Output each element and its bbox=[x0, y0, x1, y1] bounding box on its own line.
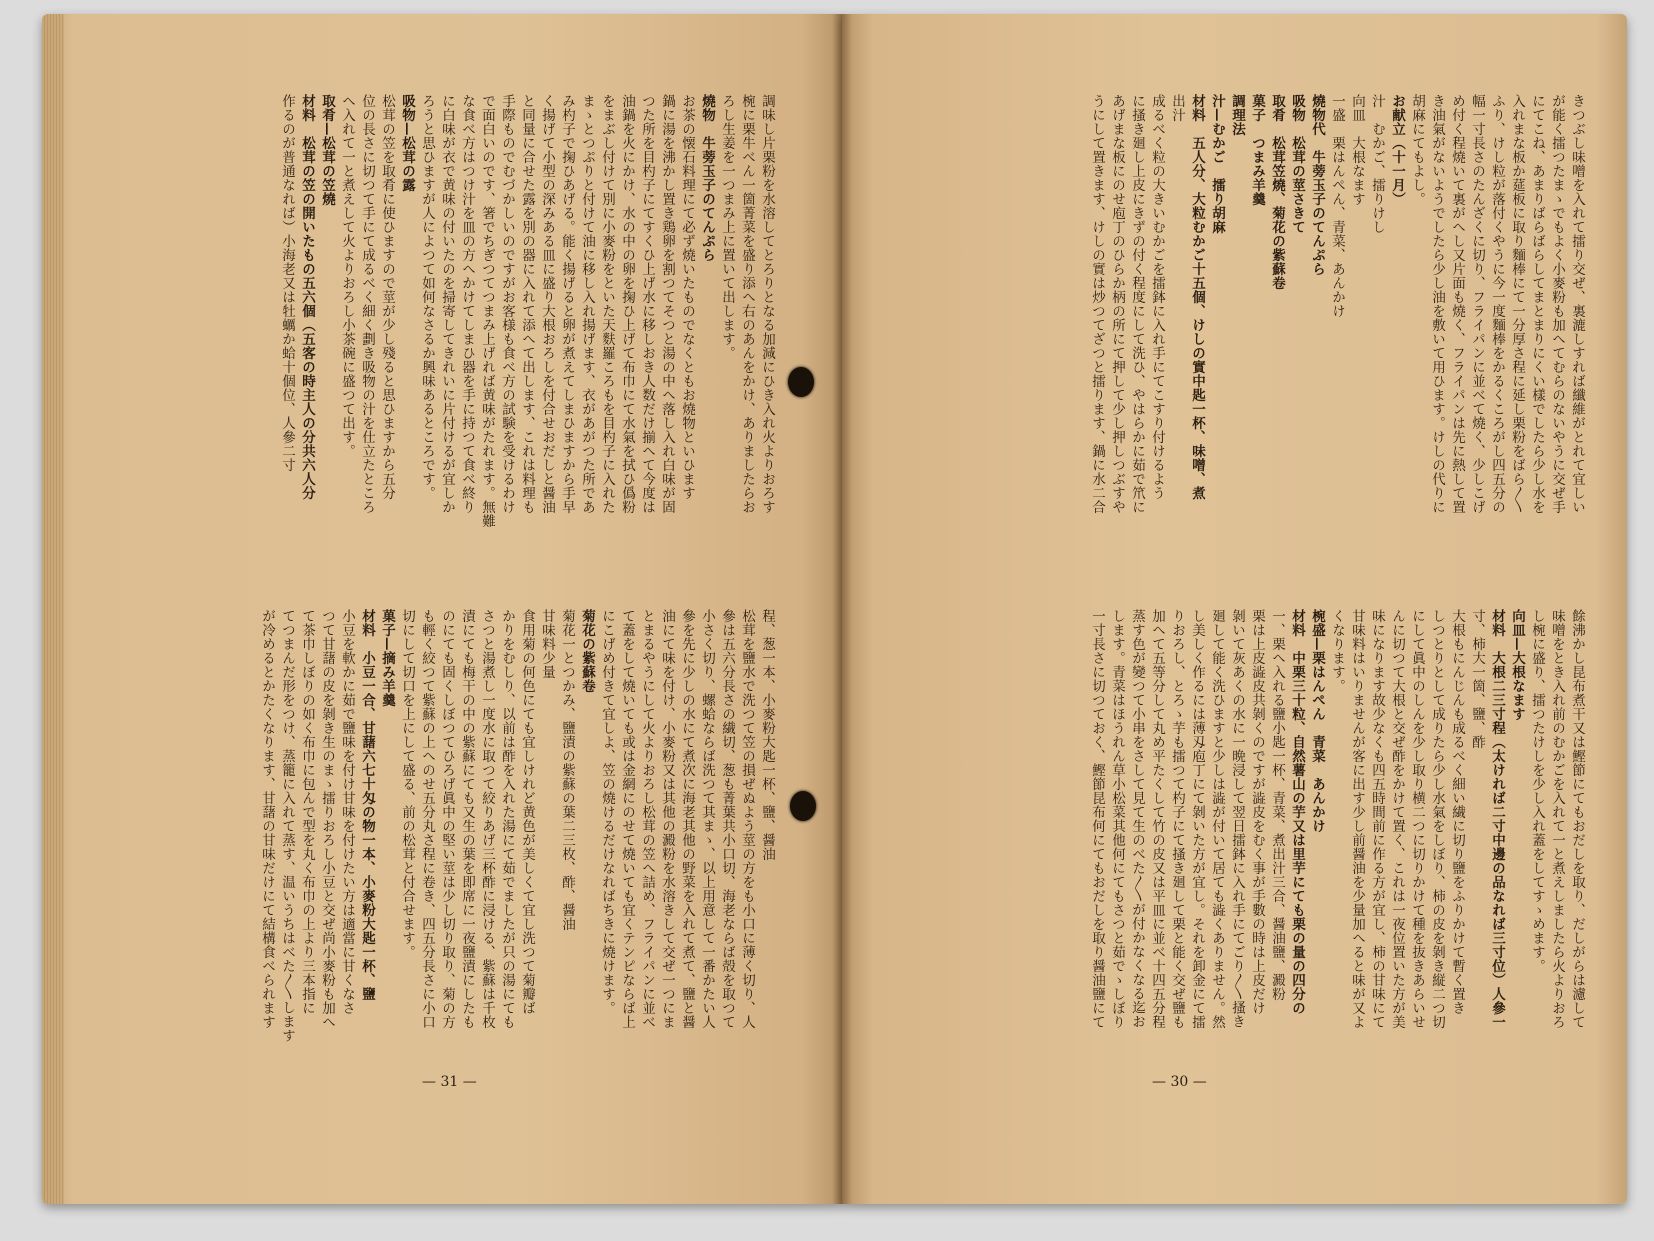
text-line: 程、葱一本、小麥粉大匙一杯、鹽、醤油 bbox=[759, 609, 775, 861]
text-line: 廻して能く洗ひますと少しは澁が付いて居ても澁くありません。然 bbox=[1209, 609, 1225, 1029]
text-line: お献立（十一月） bbox=[1389, 94, 1405, 206]
text-line: も輕く絞つて紫蘇の上へのせ五分丸さ程に卷き、四五分長さに小口 bbox=[419, 609, 435, 1029]
text-line: 吸物 松茸の莖さきて bbox=[1289, 94, 1305, 234]
text-line: うにして置きます、けしの實は炒つてざつと擂ります、鍋に水二合 bbox=[1089, 94, 1105, 514]
text-line: 材料 中栗三十粒、自然薯山の芋又は里芋にても栗の量の四分の bbox=[1289, 609, 1305, 1015]
right-page-bottom-text bbox=[882, 609, 1587, 1059]
text-line: 油鍋を火にかけ、水の中の卵を掬ひ上げて布巾にて水氣を拭ひ僞粉 bbox=[619, 94, 635, 514]
page-number-30: — 30 — bbox=[1152, 1074, 1207, 1090]
text-line: りおろし、とろゝ芋も擂つて杓子にて搔き廻して栗と能く交ぜ鹽も bbox=[1169, 609, 1185, 1029]
text-line: 一、栗へ入れる鹽小匙一杯、青菜、煮出汁三合、醤油鹽、澱粉 bbox=[1269, 609, 1285, 1001]
text-line: 汁—むかご 擂り胡麻 bbox=[1209, 94, 1225, 234]
text-line: 甘味料少量 bbox=[539, 609, 555, 679]
open-book bbox=[42, 14, 1627, 1214]
text-line: かりをむしり、以前は酢を入れた湯にて茹でましたが只の湯にても bbox=[499, 609, 515, 1029]
text-line: 調理法 bbox=[1229, 94, 1245, 136]
text-line: とまるやうにして火よりおろし松茸の笠へ詰め、フライパンに並べ bbox=[639, 609, 655, 1029]
text-line: 剝いて灰あくの水に一晩浸して翌日擂鉢に入れ手にてごり〱搔き bbox=[1229, 609, 1245, 1029]
text-line: 參は五六分長さの繊切、葱も菁葉共小口切、海老ならば殻を取つて bbox=[719, 609, 735, 1029]
right-page-top-text bbox=[882, 94, 1587, 594]
text-line: へ入れて一と煮えして火よりおろし小茶碗に盛つて出す。 bbox=[339, 94, 355, 458]
text-line: 松茸の笠を取肴に使ひますので莖が少し殘ると思ひますから五分 bbox=[379, 94, 395, 500]
text-line: をまぶし付けて別に小麥粉をといた天麩羅ころもを目杓子に入れた bbox=[599, 94, 615, 514]
text-line: 材料 松茸の笠の開いたもの五六個（五客の時主人の分共六人分 bbox=[299, 94, 315, 500]
text-line: あげまな板にのせ庖丁のひらか柄の所にて押して少し押しつぶすや bbox=[1109, 94, 1125, 514]
text-line: 菓子 つまみ羊羹 bbox=[1249, 94, 1265, 206]
text-line: て茶巾しぼりの如く布巾に包んで型を丸く布巾の上より三本指に bbox=[299, 609, 315, 1015]
text-line: 菊花一とつかみ、鹽漬の紫蘇の葉二三枚、酢、醤油 bbox=[559, 609, 575, 931]
text-line: 調味し片栗粉を水溶してとろりとなる加減にひき入れ火よりおろす bbox=[759, 94, 775, 514]
text-line: 向皿—大根なます bbox=[1509, 609, 1525, 721]
text-line: 材料 五人分、大粒むかご十五個、けしの實中匙一杯、味噌、煮 bbox=[1189, 94, 1205, 500]
text-line: 油にて味を付け、小麥粉又は其他の澱粉を水溶きして交ぜ一つにま bbox=[659, 609, 675, 1029]
text-line: にてこね、あまりばらばらしてまとまりにくい樣でしたら少し水を bbox=[1529, 94, 1545, 514]
text-line: つて甘藷の皮を剝き生のまゝ擂りおろし小豆と交ぜ尚小麥粉も加へ bbox=[319, 609, 335, 1029]
text-line: 向皿 大根なます bbox=[1349, 94, 1365, 206]
text-line: 味噌をとき入れ前のむかごを入れて一と煮えしましたら火よりおろ bbox=[1549, 609, 1565, 1029]
text-line: 一盛 栗はんぺん、青菜、あんかけ bbox=[1329, 94, 1345, 318]
text-line: め付く程燒いて裏がへし又片面も燒く、フライパンは先に熱して置 bbox=[1449, 94, 1465, 514]
text-line: 參を先に少しの水にて煮次に海老其他の野菜を入れて煮て、鹽と醤 bbox=[679, 609, 695, 1029]
text-line: 大根もにんじんも成るべく細い繊に切り鹽をふりかけて暫く置き bbox=[1449, 609, 1465, 1015]
text-line: 材料 大根二三寸程（太ければ二寸中邊の品なれば三寸位）人參一 bbox=[1489, 609, 1505, 1029]
text-line: 手際ものでむづかしいのですがお客様も食べ方の試験を受けるわけ bbox=[499, 94, 515, 514]
text-line: つた所を目杓子にてすくひ上げ水に移しおき人数だけ揃へて今度は bbox=[639, 94, 655, 514]
text-line: で面白いのです、箸でちぎつてつまみ上げれば黄味がたれます。無難 bbox=[479, 94, 495, 528]
text-line: し椀に盛り、擂つたけしを少し入れ蓋をしてすゝめます。 bbox=[1529, 609, 1545, 973]
text-line: 甘味料はいりませんが客に出す少し前醤油を少量加へると味が又よ bbox=[1349, 609, 1365, 1029]
text-line: て蓋をして燒いても或は金網にのせて燒いても宜くテンピならば上 bbox=[619, 609, 635, 1029]
text-line: しつとりとして成りたら少し水氣をしぼり、柿の皮を剝き縦二つ切 bbox=[1429, 609, 1445, 1029]
text-line: 鍋に湯を沸かし置き鶏卵を割つてそつと湯の中へ落し入れ白味が固 bbox=[659, 94, 675, 514]
text-line: 成るべく粒の大きいむかごを擂鉢に入れ手にてこすり付けるよう bbox=[1149, 94, 1165, 500]
text-line: きつぶし味噌を入れて擂り交ぜ、裏漉しすれば纖維がとれて宜しい bbox=[1569, 94, 1585, 514]
text-line: な食べ方はつけ汁を皿の方へかけてしまひ器を手に持つて食べ終り bbox=[459, 94, 475, 514]
binding-hole-bottom bbox=[790, 791, 816, 821]
text-line: にこげめ付きて宜しよ、笠の燒けるだけなればちきに燒けます。 bbox=[599, 609, 615, 1015]
text-line: まゝとつぷりと付けて油に移し入れ揚げます、衣があがつた所であ bbox=[579, 94, 595, 514]
text-line: 蒸す色が變つて小串をさして見て生のべた〱が付かなくなる迄お bbox=[1129, 609, 1145, 1029]
text-line: に搔き廻し上皮にきずの付く程度にして洗ひ、やはらかに茹で笊に bbox=[1129, 94, 1145, 514]
text-line: さつと湯煮し一度水に取つて絞りあげ三杯酢に浸ける、紫蘇は千枚 bbox=[479, 609, 495, 1029]
text-line: 椀盛—栗はんぺん 青菜 あんかけ bbox=[1309, 609, 1325, 833]
text-line: 椀に栗牛べん一箇菁菜を盛り添へ右のあんをかけ、ありましたらお bbox=[739, 94, 755, 514]
text-line: 菓子—摘み羊羹 bbox=[379, 609, 395, 707]
left-page-top-text bbox=[137, 94, 777, 594]
text-line: 加へて五等分して丸め平たくして竹の皮又は平皿に並べ十四五分程 bbox=[1149, 609, 1165, 1029]
text-line: 取肴 松茸笠燒、菊花の紫蘇卷 bbox=[1269, 94, 1285, 290]
right-page bbox=[842, 14, 1627, 1204]
text-line: み杓子で掬ひあげる。能く揚げると卵が煮えてしまひますから手早 bbox=[559, 94, 575, 514]
text-line: く揚げて小型の深みある皿に盛り大根おろしを付合せおだしと醤油 bbox=[539, 94, 555, 514]
text-line: 幅一寸長さのたんざくに切り、フライパンに並べて燒く、少しこげ bbox=[1469, 94, 1485, 514]
text-line: き油氣がないようでしたら少し油を敷いて用ひます。けしの代りに bbox=[1429, 94, 1445, 514]
page-edges bbox=[42, 14, 64, 1204]
text-line: 味になります故少なくも四五時間前に作る方が宜し、柿の甘味にて bbox=[1369, 609, 1385, 1029]
page-number-31: — 31 — bbox=[422, 1074, 477, 1090]
text-line: 位の長さに切つて手にて成るべく細く劃き吸物の汁を仕立たところ bbox=[359, 94, 375, 514]
left-page bbox=[42, 14, 842, 1204]
text-line: 胡麻にてもよし。 bbox=[1409, 94, 1425, 206]
text-line: が能く擂つたまゝでもよく小麥粉も加へてむらのないやうに交ぜ手 bbox=[1549, 94, 1565, 514]
text-line: 燒物代 牛蒡玉子のてんぷら bbox=[1309, 94, 1325, 276]
text-line: 吸物—松茸の露 bbox=[399, 94, 415, 192]
text-line: んに切つて大根と交ぜ酢をかけて置く、これは一夜位置いた方が美 bbox=[1389, 609, 1405, 1029]
text-line: と同量に合せた露を別の器に入れて添へて出します、これは料理も bbox=[519, 94, 535, 514]
text-line: 切にして切口を上にして盛る、前の松茸と付合せます。 bbox=[399, 609, 415, 959]
left-page-bottom-text bbox=[137, 609, 777, 1059]
text-line: 入れまな板か莚板に取り麵棒にて一分厚さ程に延し栗粉をばら〱 bbox=[1509, 94, 1525, 514]
text-line: 寸、柿大一箇、鹽、酢 bbox=[1469, 609, 1485, 749]
text-line: 食用菊の何色にても宜しけれど黄色が美しくて宜し洗つて菊瓣ば bbox=[519, 609, 535, 1015]
text-line: 取肴—松茸の笠燒 bbox=[319, 94, 335, 206]
text-line: します。青菜はほうれん草小松菜其他何にてもさつと茹でゝしぼり bbox=[1109, 609, 1125, 1029]
text-line: 餘沸かし昆布煮干又は鰹節にてもおだしを取り、だしがらは濾して bbox=[1569, 609, 1585, 1029]
text-line: 漬にても梅干の中の紫蘇にても又生の葉を即席に一夜鹽漬にしたも bbox=[459, 609, 475, 1029]
text-line: てつまんだ形をつけ、蒸籠に入れて蒸す、温いうちはべた〱します bbox=[279, 609, 295, 1043]
text-line: ふり、けし粒が落付くやうに今一度麵棒をかるくころがし四五分の bbox=[1489, 94, 1505, 514]
text-line: お茶の懐石料理にて必ず燒いたものでなくともお燒物といひます bbox=[679, 94, 695, 500]
text-line: ろし生姜を一つまみ上に置いて出します。 bbox=[719, 94, 735, 360]
text-line: 燒物 牛蒡玉子のてんぷら bbox=[699, 94, 715, 262]
text-line: くなります。 bbox=[1329, 609, 1345, 693]
text-line: ろうと思ひますが人によつて如何なさるか興味あるところです。 bbox=[419, 94, 435, 500]
text-line: 材料 小豆一合、甘藷六七十匁の物一本、小麥粉大匙一杯、鹽 bbox=[359, 609, 375, 1001]
text-line: 汁 むかご、擂りけし bbox=[1369, 94, 1385, 234]
text-line: に白味が衣で黄味の付いたのを掃寄してきれいに片付けるが宜しか bbox=[439, 94, 455, 514]
text-line: のにても固くしぼつてひろげ眞中の堅い莖は少し切り取り、菊の方 bbox=[439, 609, 455, 1029]
text-line: 作るのが普通なれば）小海老又は牡蠣か蛤十個位、人參二寸 bbox=[279, 94, 295, 472]
text-line: 小さく切り、螺蛤ならば洗つて其まゝ、以上用意して一番かたい人 bbox=[699, 609, 715, 1029]
text-line: 出汁 bbox=[1169, 94, 1185, 122]
text-line: 栗は上皮澁皮共剝くのですが澁皮をむく事が手數の時は上皮だけ bbox=[1249, 609, 1265, 1015]
text-line: にして眞中のしんを少し取り横二つに切りかけて種を抜きあらいせ bbox=[1409, 609, 1425, 1029]
text-line: し美しく作るには薄刄庖丁にて剝いた方が宜し。それを卸金にて擂 bbox=[1189, 609, 1205, 1029]
text-line: 小豆を軟かに茹で鹽味を付け甘味を付けたい方は適當に甘くなさ bbox=[339, 609, 355, 1015]
text-line: 菊花の紫蘇卷 bbox=[579, 609, 595, 693]
book-gutter bbox=[832, 14, 852, 1204]
binding-hole-top bbox=[788, 367, 814, 397]
text-line: 一寸長さに切つておく、鰹節昆布何にてもおだしを取り醤油鹽にて bbox=[1089, 609, 1105, 1029]
text-line: が冷めるとかたくなります、甘藷の甘味だけにて結構食べられます bbox=[259, 609, 275, 1029]
text-line: 松茸を鹽水で洗つて笠の損ぜぬよう莖の方をも小口に薄く切り、人 bbox=[739, 609, 755, 1029]
